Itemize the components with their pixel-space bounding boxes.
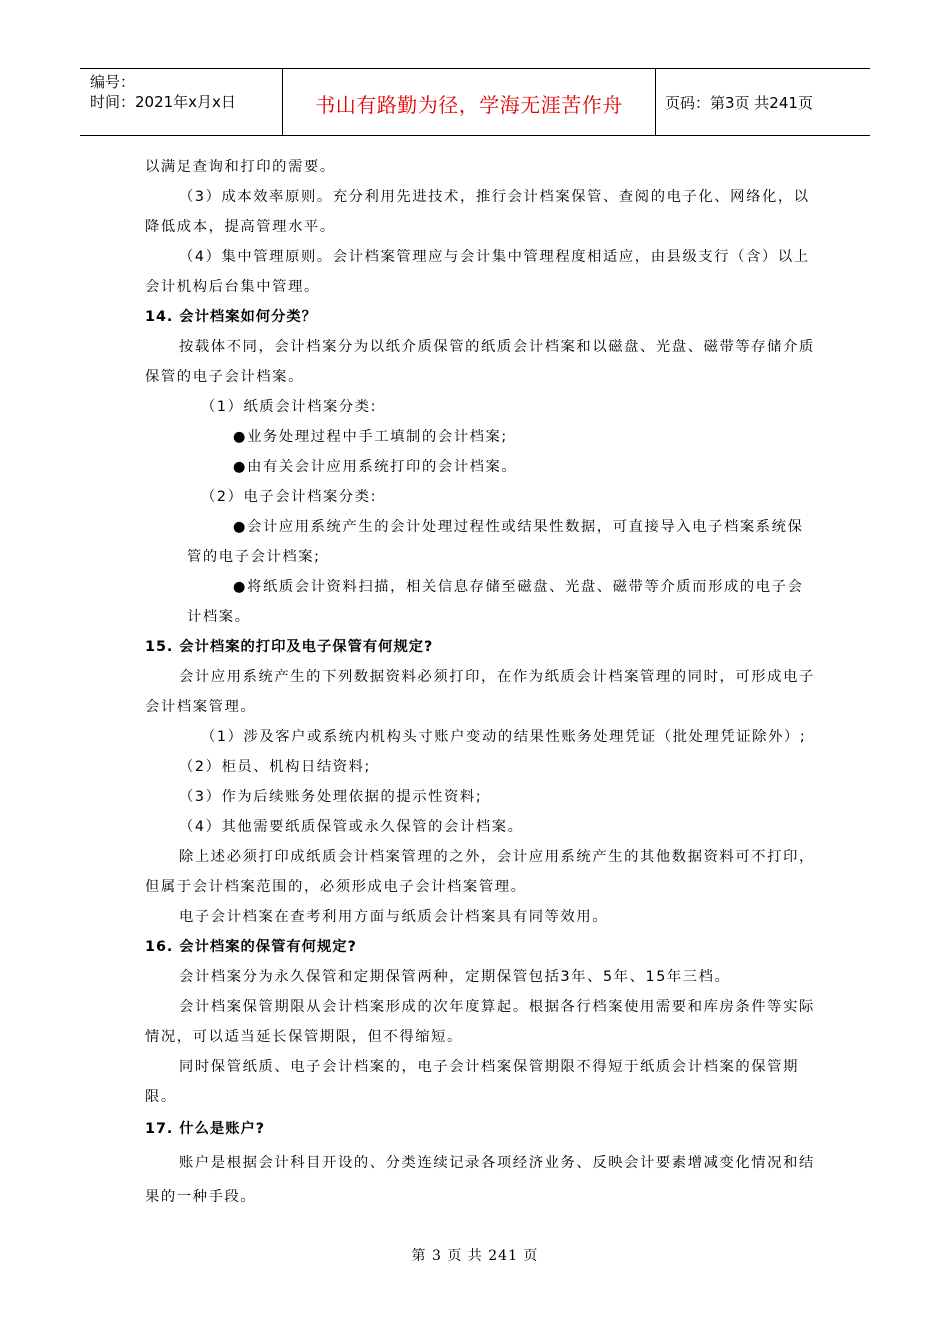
- paragraph: 会计档案分为永久保管和定期保管两种，定期保管包括3年、5年、15年三档。: [179, 969, 731, 985]
- section-heading-15: 15. 会计档案的打印及电子保管有何规定?: [145, 639, 434, 655]
- paragraph: 账户是根据会计科目开设的、分类连续记录各项经济业务、反映会计要素增减变化情况和结果的一种手段。: [145, 1155, 815, 1205]
- header-motto: 书山有路勤为径，学海无涯苦作舟: [315, 93, 623, 117]
- list-item: （3）作为后续账务处理依据的提示性资料;: [179, 789, 483, 805]
- paragraph: 同时保管纸质、电子会计档案的，电子会计档案保管期限不得短于纸质会计档案的保管期限。: [145, 1059, 799, 1105]
- header-page-info: 页码：第3页 共241页: [665, 94, 813, 112]
- section-heading-16: 16. 会计档案的保管有何规定?: [145, 939, 357, 955]
- bullet-item: ●会计应用系统产生的会计处理过程性或结果性数据，可直接导入电子档案系统保管的电子会计档案;: [187, 519, 804, 565]
- list-item: （1）涉及客户或系统内机构头寸账户变动的结果性账务处理凭证（批处理凭证除外）;: [201, 729, 807, 745]
- paragraph: 会计应用系统产生的下列数据资料必须打印，在作为纸质会计档案管理的同时，可形成电子会计档案管理。: [145, 669, 815, 715]
- section-heading-17: 17. 什么是账户?: [145, 1121, 266, 1137]
- date-label: 时间：2021年x月x日: [90, 93, 236, 111]
- bullet-item: ●业务处理过程中手工填制的会计档案;: [233, 429, 508, 445]
- paragraph: 按载体不同，会计档案分为以纸介质保管的纸质会计档案和以磁盘、光盘、磁带等存储介质保管的电子会计档案。: [145, 339, 815, 385]
- serial-label: 编号：: [90, 73, 136, 91]
- header-meta: [90, 72, 236, 112]
- paragraph: 会计档案保管期限从会计档案形成的次年度算起。根据各行档案使用需要和库房条件等实际情况，可以适当延长保管期限，但不得缩短。: [145, 999, 815, 1045]
- list-item: （2）柜员、机构日结资料;: [179, 759, 371, 775]
- page-header: [80, 68, 870, 136]
- paragraph: 以满足查询和打印的需要。: [145, 159, 336, 175]
- bullet-item: ●将纸质会计资料扫描，相关信息存储至磁盘、光盘、磁带等介质而形成的电子会计档案。: [187, 579, 804, 625]
- paragraph: （3）成本效率原则。充分利用先进技术，推行会计档案保管、查阅的电子化、网络化，以降低成本，提高管理水平。: [145, 189, 810, 235]
- bullet-item: ●由有关会计应用系统打印的会计档案。: [233, 459, 518, 475]
- list-item: （4）其他需要纸质保管或永久保管的会计档案。: [179, 819, 524, 835]
- header-divider: [655, 69, 656, 135]
- document-body: [145, 152, 815, 1214]
- list-item: （2）电子会计档案分类:: [201, 489, 378, 505]
- paragraph: （4）集中管理原则。会计档案管理应与会计集中管理程度相适应，由县级支行（含）以上会计机构后台集中管理。: [145, 249, 810, 295]
- page-footer: 第 3 页 共 241 页: [411, 1248, 539, 1264]
- list-item: （1）纸质会计档案分类:: [201, 399, 378, 415]
- paragraph: 电子会计档案在查考利用方面与纸质会计档案具有同等效用。: [179, 909, 609, 925]
- paragraph: 除上述必须打印成纸质会计档案管理的之外，会计应用系统产生的其他数据资料可不打印，但属于会计档案范围的，必须形成电子会计档案管理。: [145, 849, 815, 895]
- section-heading-14: 14. 会计档案如何分类？: [145, 309, 317, 325]
